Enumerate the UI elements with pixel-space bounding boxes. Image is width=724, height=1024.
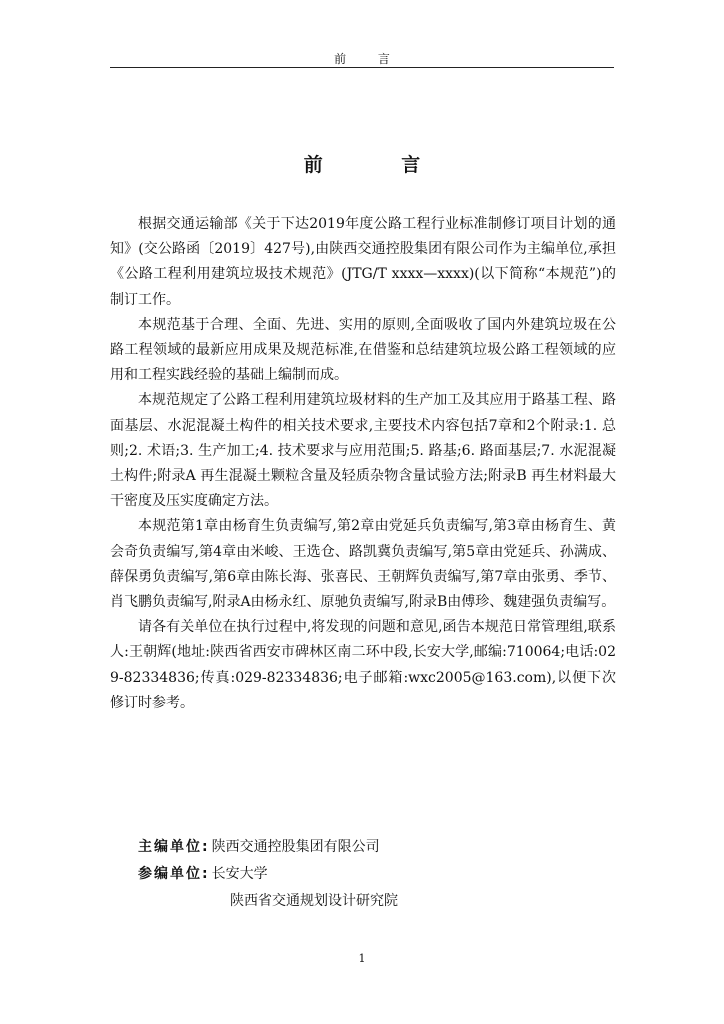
- editing-units: [138, 834, 608, 915]
- running-header: 前 言: [334, 52, 404, 66]
- chief-editor-value: 陕西交通控股集团有限公司: [211, 839, 380, 855]
- page-title: 前 言: [303, 154, 457, 176]
- preface-body: [110, 212, 616, 716]
- chief-editor-row: [138, 834, 608, 861]
- paragraph-authors: 本规范第1章由杨育生负责编写,第2章由党延兵负责编写,第3章由杨育生、黄会奇负责编写,第4章由米峻、王选仓、路凯冀负责编写,第5章由党延兵、孙满成、薛保勇负责编写,第6章由陈长海、张喜民、王朝辉负责编写,第7章由张勇、季节、肖飞鹏负责编写,附录A由杨永红、原驰负责编写,附录B由傅珍、魏建强负责编写。: [110, 518, 616, 611]
- header-rule: [110, 67, 614, 68]
- paragraph-contact: 请各有关单位在执行过程中,将发现的问题和意见,函告本规范日常管理组,联系人:王朝辉(地址:陕西省西安市碑林区南二环中段,长安大学,邮编:710064;电话:029-82334836;传真:029-82334836;电子邮箱:wxc2005@163.com),以便下次修订时参考。: [110, 619, 616, 711]
- paragraph-contents: 本规范规定了公路工程利用建筑垃圾材料的生产加工及其应用于路基工程、路面基层、水泥混凝土构件的相关技术要求,主要技术内容包括7章和2个附录:1. 总则;2. 术语;3. 生产加工;4. 技术要求与应用范围;5. 路基;6. 路面基层;7. 水泥混凝土构件;附录A 再生混凝土颗粒含量及轻质杂物含量试验方法;附录B 再生材料最大干密度及压实度确定方法。: [110, 392, 616, 510]
- paragraph-background: 根据交通运输部《关于下达2019年度公路工程行业标准制修订项目计划的通知》(交公路函〔2019〕427号),由陕西交通控股集团有限公司作为主编单位,承担《公路工程利用建筑垃圾技术规范》(JTG/T xxxx—xxxx)(以下简称“本规范”)的制订工作。: [110, 216, 616, 308]
- participant-editor-row: [138, 861, 608, 888]
- paragraph-principles: 本规范基于合理、全面、先进、实用的原则,全面吸收了国内外建筑垃圾在公路工程领域的最新应用成果及规范标准,在借鉴和总结建筑垃圾公路工程领域的应用和工程实践经验的基础上编制而成。: [110, 316, 616, 384]
- chief-editor-label: 主编单位:: [138, 839, 210, 855]
- page-number: 1: [358, 952, 366, 965]
- participant-editor-value: 长安大学: [211, 866, 268, 882]
- participant-editor-value: 陕西省交通规划设计研究院: [230, 893, 398, 909]
- participant-editor-label: 参编单位:: [138, 866, 210, 882]
